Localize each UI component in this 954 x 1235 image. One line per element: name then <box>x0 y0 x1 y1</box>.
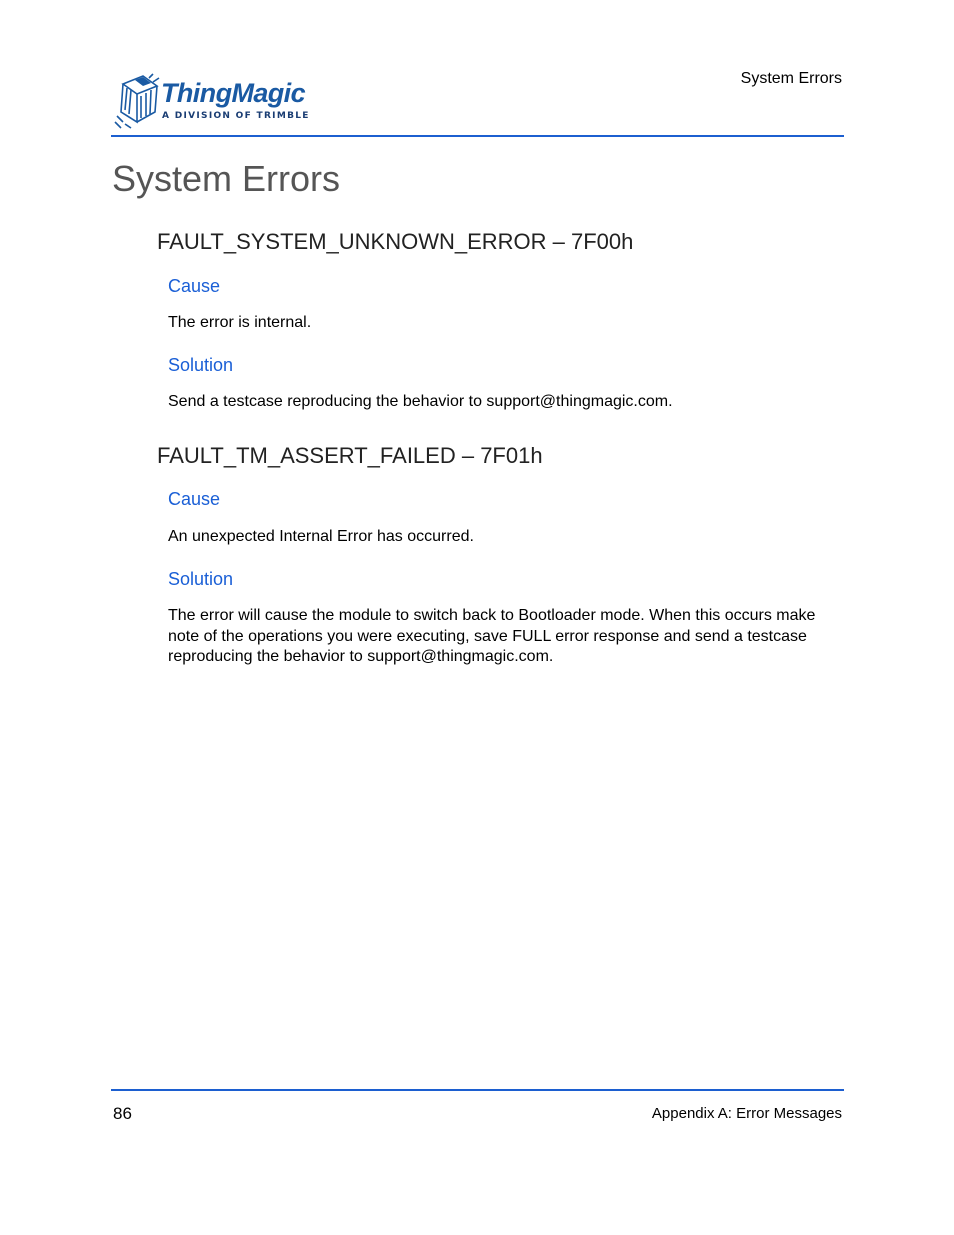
cause-heading: Cause <box>168 276 221 296</box>
header-rule <box>111 135 844 137</box>
footer-rule <box>111 1089 844 1091</box>
logo-wordmark: ThingMagic <box>161 78 305 108</box>
logo-tagline: A DIVISION OF TRIMBLE <box>162 111 310 121</box>
page-title: System Errors <box>112 158 341 199</box>
page-number: 86 <box>113 1104 132 1123</box>
footer-chapter-title: Appendix A: Error Messages <box>651 1105 842 1122</box>
cause-text: The error is internal. <box>168 314 312 331</box>
solution-text: Send a testcase reproducing the behavior to support@thingmagic.com. <box>168 393 673 410</box>
cause-text: An unexpected Internal Error has occurred. <box>168 528 474 545</box>
solution-heading: Solution <box>168 569 234 589</box>
section-heading: FAULT_TM_ASSERT_FAILED – 7F01h <box>157 443 543 468</box>
thingmagic-logo-icon <box>113 72 161 130</box>
cause-heading: Cause <box>168 489 221 509</box>
thingmagic-logo <box>113 72 313 132</box>
running-header-title: System Errors <box>740 70 842 87</box>
solution-text: The error will cause the module to switch back to Bootloader mode. When this occurs make note of the operations you were executing, save FULL error response and send a testcase reproducing the behavior to support@thingmagic.com. <box>168 607 816 665</box>
solution-heading: Solution <box>168 355 234 375</box>
section-heading: FAULT_SYSTEM_UNKNOWN_ERROR – 7F00h <box>157 229 634 254</box>
